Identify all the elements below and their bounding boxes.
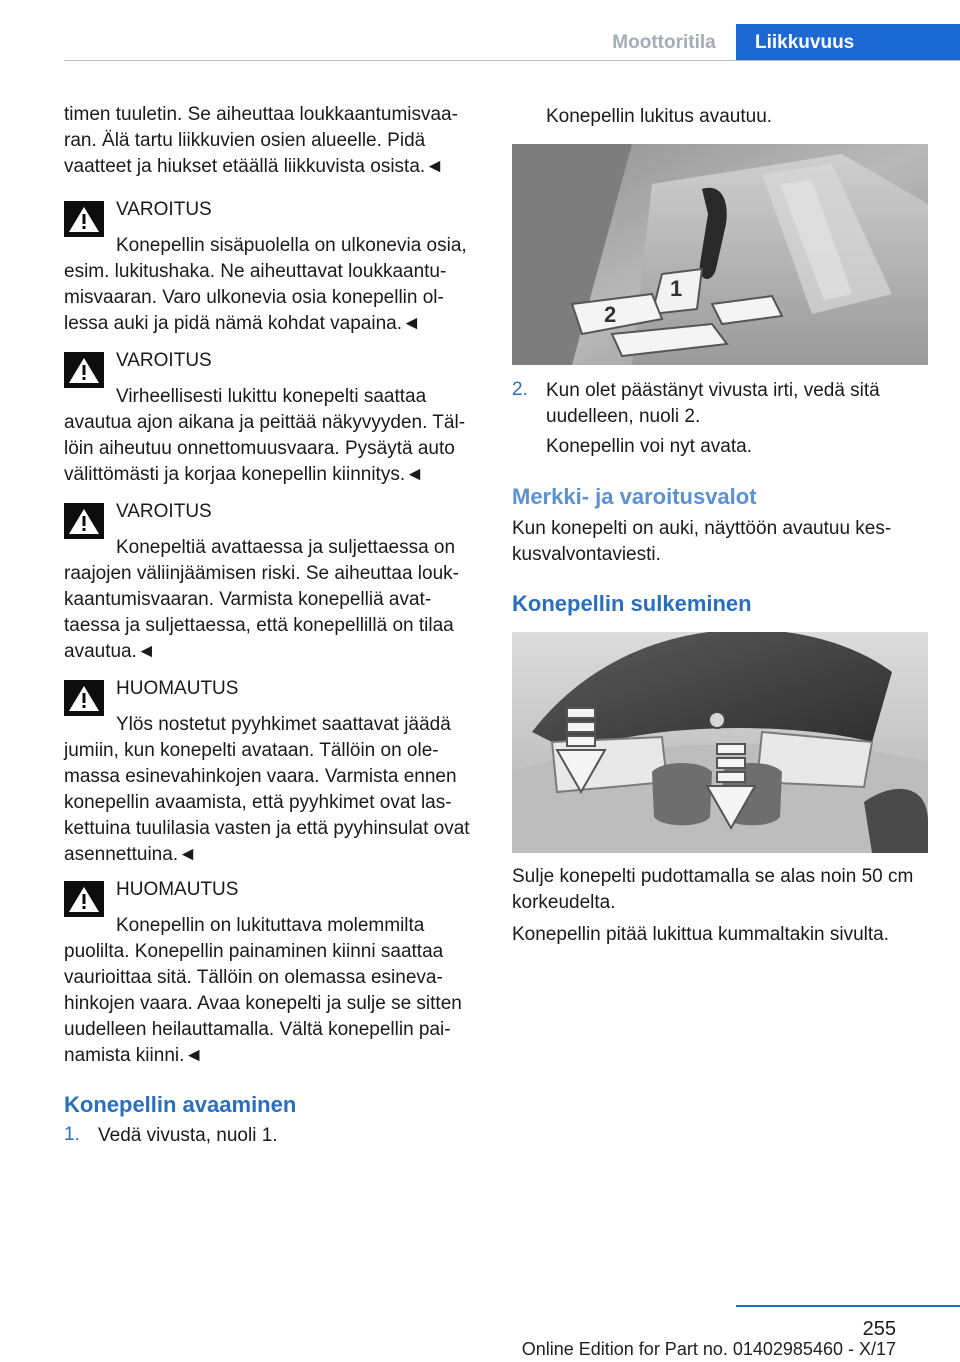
warning-block-1	[64, 197, 478, 337]
warning-label: VAROITUS	[116, 350, 212, 371]
warning-text: Konepellin sisäpuolella on ulkonevia osia, esim. lukitushaka. Ne aiheuttavat loukkaantumisvaaran. Varo ulkonevia osia konepellin ollessa auki ja pidä nämä kohdat vapaina.◄	[64, 235, 467, 334]
warning-triangle-icon	[64, 201, 104, 237]
step-number-2: 2.	[512, 379, 528, 400]
header-divider	[64, 60, 960, 61]
heading-indicator-lights: Merkki- ja varoitusvalot	[512, 484, 757, 509]
notice-text: Konepellin on lukituttava molemmilta puolilta. Konepellin painaminen kiinni saattaa vaurioittaa sitä. Tällöin on olemassa esinevahinkojen vaara. Avaa konepelti ja sulje se sitten uudelleen heilauttamalla. Vältä konepellin painamista kiinni.◄	[64, 915, 462, 1066]
step-text-1: Vedä vivusta, nuoli 1.	[98, 1125, 278, 1146]
warning-block-4	[64, 676, 478, 868]
heading-opening-bonnet: Konepellin avaaminen	[64, 1092, 297, 1117]
notice-label: HUOMAUTUS	[116, 678, 239, 699]
warning-label: VAROITUS	[116, 199, 212, 220]
step-number-1: 1.	[64, 1124, 80, 1145]
warning-triangle-icon	[64, 881, 104, 917]
step-text-2: Kun olet päästänyt vivusta irti, vedä sitä uudelleen, nuoli 2.	[546, 380, 880, 427]
footer-divider	[736, 1305, 960, 1307]
warning-label: VAROITUS	[116, 501, 212, 522]
warning-text: Virheellisesti lukittu konepelti saattaa avautua ajon aikana ja peittää näkyvyyden. Tällöin aiheutuu onnettomuusvaara. Pysäytä auto välittömästi ja korjaa konepellin kiinnitys.◄	[64, 386, 466, 485]
indicator-text: Kun konepelti on auki, näyttöön avautuu keskusvalvontaviesti.	[512, 518, 892, 565]
notice-label: HUOMAUTUS	[116, 879, 239, 900]
warning-block-5	[64, 877, 478, 1069]
tab-moottoritila[interactable]: Moottoritila	[612, 31, 716, 53]
edition-info: Online Edition for Part no. 01402985460 - X/17	[521, 1339, 896, 1359]
bonnet-release-lever-image	[512, 144, 928, 365]
step-2-note: Konepellin voi nyt avata.	[546, 436, 752, 457]
bonnet-release-lever-illustration	[512, 144, 928, 365]
arrow-label-1: 1	[670, 276, 683, 301]
warning-block-2	[64, 348, 478, 488]
page-number: 255	[862, 1318, 896, 1340]
car-front-illustration	[512, 632, 928, 853]
tab-liikkuvuus[interactable]: Liikkuvuus	[736, 24, 960, 61]
close-instruction-text: Sulje konepelti pudottamalla se alas noin 50 cm korkeudelta.	[512, 866, 914, 913]
warning-triangle-icon	[64, 352, 104, 388]
intro-paragraph: timen tuuletin. Se aiheuttaa loukkaantumisvaaran. Älä tartu liikkuvien osien alueelle. Pidä vaatteet ja hiukset etäällä liikkuvista osista.◄	[64, 104, 458, 177]
unlock-text: Konepellin lukitus avautuu.	[546, 106, 773, 127]
warning-triangle-icon	[64, 503, 104, 539]
heading-closing-bonnet: Konepellin sulkeminen	[512, 591, 752, 616]
warning-block-3	[64, 499, 478, 665]
notice-text: Ylös nostetut pyyhkimet saattavat jäädä jumiin, kun konepelti avataan. Tällöin on olemassa esinevahinkojen vaara. Varmista ennen konepellin avaamista, että pyyhkimet ovat laskettuina tuulilasia vasten ja että pyyhinsulat ovat asennettuina.◄	[64, 714, 470, 865]
warning-triangle-icon	[64, 680, 104, 716]
warning-text: Konepeltiä avattaessa ja suljettaessa on raajojen väliinjäämisen riski. Se aiheuttaa loukkaantumisvaaran. Varmista konepelliä avattaessa ja suljettaessa, että konepellillä on tilaa avautua.◄	[64, 537, 459, 662]
bonnet-closing-image	[512, 632, 928, 853]
arrow-label-2: 2	[604, 302, 617, 327]
close-locking-text: Konepellin pitää lukittua kummaltakin sivulta.	[512, 924, 890, 945]
